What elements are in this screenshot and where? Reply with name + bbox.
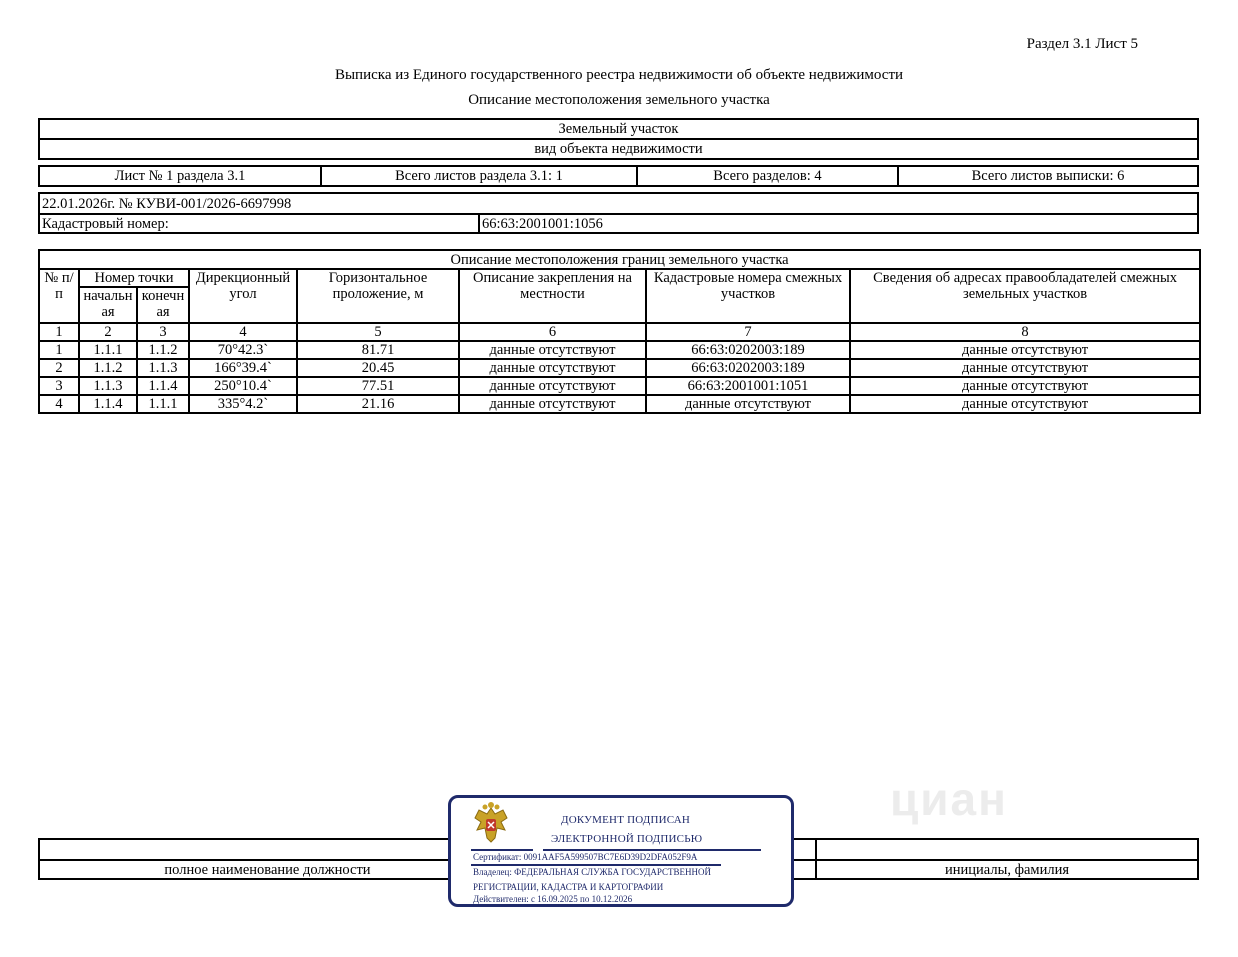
row-distance: 20.45 [297, 359, 459, 377]
row-angle: 166°39.4` [189, 359, 297, 377]
object-type: Земельный участок [558, 121, 679, 137]
row-fixing: данные отсутствуют [459, 359, 646, 377]
electronic-signature-stamp [448, 795, 794, 907]
row-start-point: 1.1.2 [79, 359, 137, 377]
cadastral-label: Кадастровый номер: [42, 216, 169, 232]
row-end-point: 1.1.4 [137, 377, 189, 395]
boundary-table-title: Описание местоположения границ земельного участка [39, 250, 1200, 269]
col-header-num: № п/п [39, 269, 79, 323]
col-header-point-number: Номер точки [79, 269, 189, 287]
table-row [39, 377, 1200, 395]
col-number: 2 [79, 323, 137, 341]
stamp-owner-2: РЕГИСТРАЦИИ, КАДАСТРА И КАРТОГРАФИИ [473, 882, 664, 892]
total-extract-sheets: Всего листов выписки: 6 [971, 168, 1125, 184]
row-end-point: 1.1.1 [137, 395, 189, 413]
row-num: 1 [39, 341, 79, 359]
row-num: 4 [39, 395, 79, 413]
row-end-point: 1.1.3 [137, 359, 189, 377]
col-header-owners: Сведения об адресах правообладателей смежных земельных участков [850, 269, 1200, 323]
row-end-point: 1.1.2 [137, 341, 189, 359]
row-fixing: данные отсутствуют [459, 377, 646, 395]
col-header-fixing: Описание закрепления на местности [459, 269, 646, 323]
col-header-distance: Горизонтальное проложение, м [297, 269, 459, 323]
row-adjacent-cadastral: данные отсутствуют [646, 395, 850, 413]
cadastral-number: 66:63:2001001:1056 [482, 216, 603, 232]
total-sections: Всего разделов: 4 [713, 168, 822, 184]
doc-info-box [38, 192, 1199, 234]
row-start-point: 1.1.4 [79, 395, 137, 413]
stamp-line2: ЭЛЕКТРОННОЙ ПОДПИСЬЮ [551, 833, 703, 845]
sheet-number: Лист № 1 раздела 3.1 [114, 168, 246, 184]
col-header-adjacent-cadastral: Кадастровые номера смежных участков [646, 269, 850, 323]
row-num: 2 [39, 359, 79, 377]
col-number: 4 [189, 323, 297, 341]
row-num: 3 [39, 377, 79, 395]
col-number: 7 [646, 323, 850, 341]
section-sheet-label: Раздел 3.1 Лист 5 [1026, 36, 1138, 52]
document-subtitle: Описание местоположения земельного участка [468, 92, 770, 108]
row-adjacent-cadastral: 66:63:0202003:189 [646, 359, 850, 377]
table-row [39, 341, 1200, 359]
stamp-owner: Владелец: ФЕДЕРАЛЬНАЯ СЛУЖБА ГОСУДАРСТВЕННОЙ [473, 867, 712, 877]
row-owner: данные отсутствуют [850, 341, 1200, 359]
col-number: 3 [137, 323, 189, 341]
row-adjacent-cadastral: 66:63:0202003:189 [646, 341, 850, 359]
table-row [39, 359, 1200, 377]
row-angle: 70°42.3` [189, 341, 297, 359]
stamp-certificate: Сертификат: 0091AAF5A599507BC7E6D39D2DFA052F9A [473, 852, 698, 862]
stamp-validity: Действителен: с 16.09.2025 по 10.12.2026 [473, 894, 633, 904]
row-distance: 81.71 [297, 341, 459, 359]
col-header-direction: Дирекционный угол [189, 269, 297, 323]
row-owner: данные отсутствуют [850, 395, 1200, 413]
stamp-line1: ДОКУМЕНТ ПОДПИСАН [561, 814, 691, 826]
name-caption: инициалы, фамилия [944, 862, 1070, 878]
position-caption: полное наименование должности [164, 862, 371, 878]
col-number: 6 [459, 323, 646, 341]
row-distance: 77.51 [297, 377, 459, 395]
boundary-table [38, 249, 1201, 414]
row-owner: данные отсутствуют [850, 377, 1200, 395]
watermark: циан [890, 773, 1008, 825]
row-start-point: 1.1.3 [79, 377, 137, 395]
row-adjacent-cadastral: 66:63:2001001:1051 [646, 377, 850, 395]
col-number: 1 [39, 323, 79, 341]
object-type-caption: вид объекта недвижимости [534, 141, 703, 157]
row-owner: данные отсутствуют [850, 359, 1200, 377]
col-number: 8 [850, 323, 1200, 341]
date-number: 22.01.2026г. № КУВИ-001/2026-6697998 [42, 196, 292, 212]
object-type-box [38, 118, 1199, 160]
document-title: Выписка из Единого государственного реестра недвижимости об объекте недвижимости [334, 67, 904, 83]
col-header-point-end: конечн ая [137, 287, 189, 323]
double-headed-eagle-icon [471, 802, 511, 846]
col-number: 5 [297, 323, 459, 341]
row-start-point: 1.1.1 [79, 341, 137, 359]
sheet-info-row [38, 165, 1199, 187]
total-section-sheets: Всего листов раздела 3.1: 1 [395, 168, 563, 184]
row-angle: 335°4.2` [189, 395, 297, 413]
row-distance: 21.16 [297, 395, 459, 413]
row-fixing: данные отсутствуют [459, 395, 646, 413]
row-fixing: данные отсутствуют [459, 341, 646, 359]
row-angle: 250°10.4` [189, 377, 297, 395]
col-header-point-start: начальн ая [79, 287, 137, 323]
table-row [39, 395, 1200, 413]
